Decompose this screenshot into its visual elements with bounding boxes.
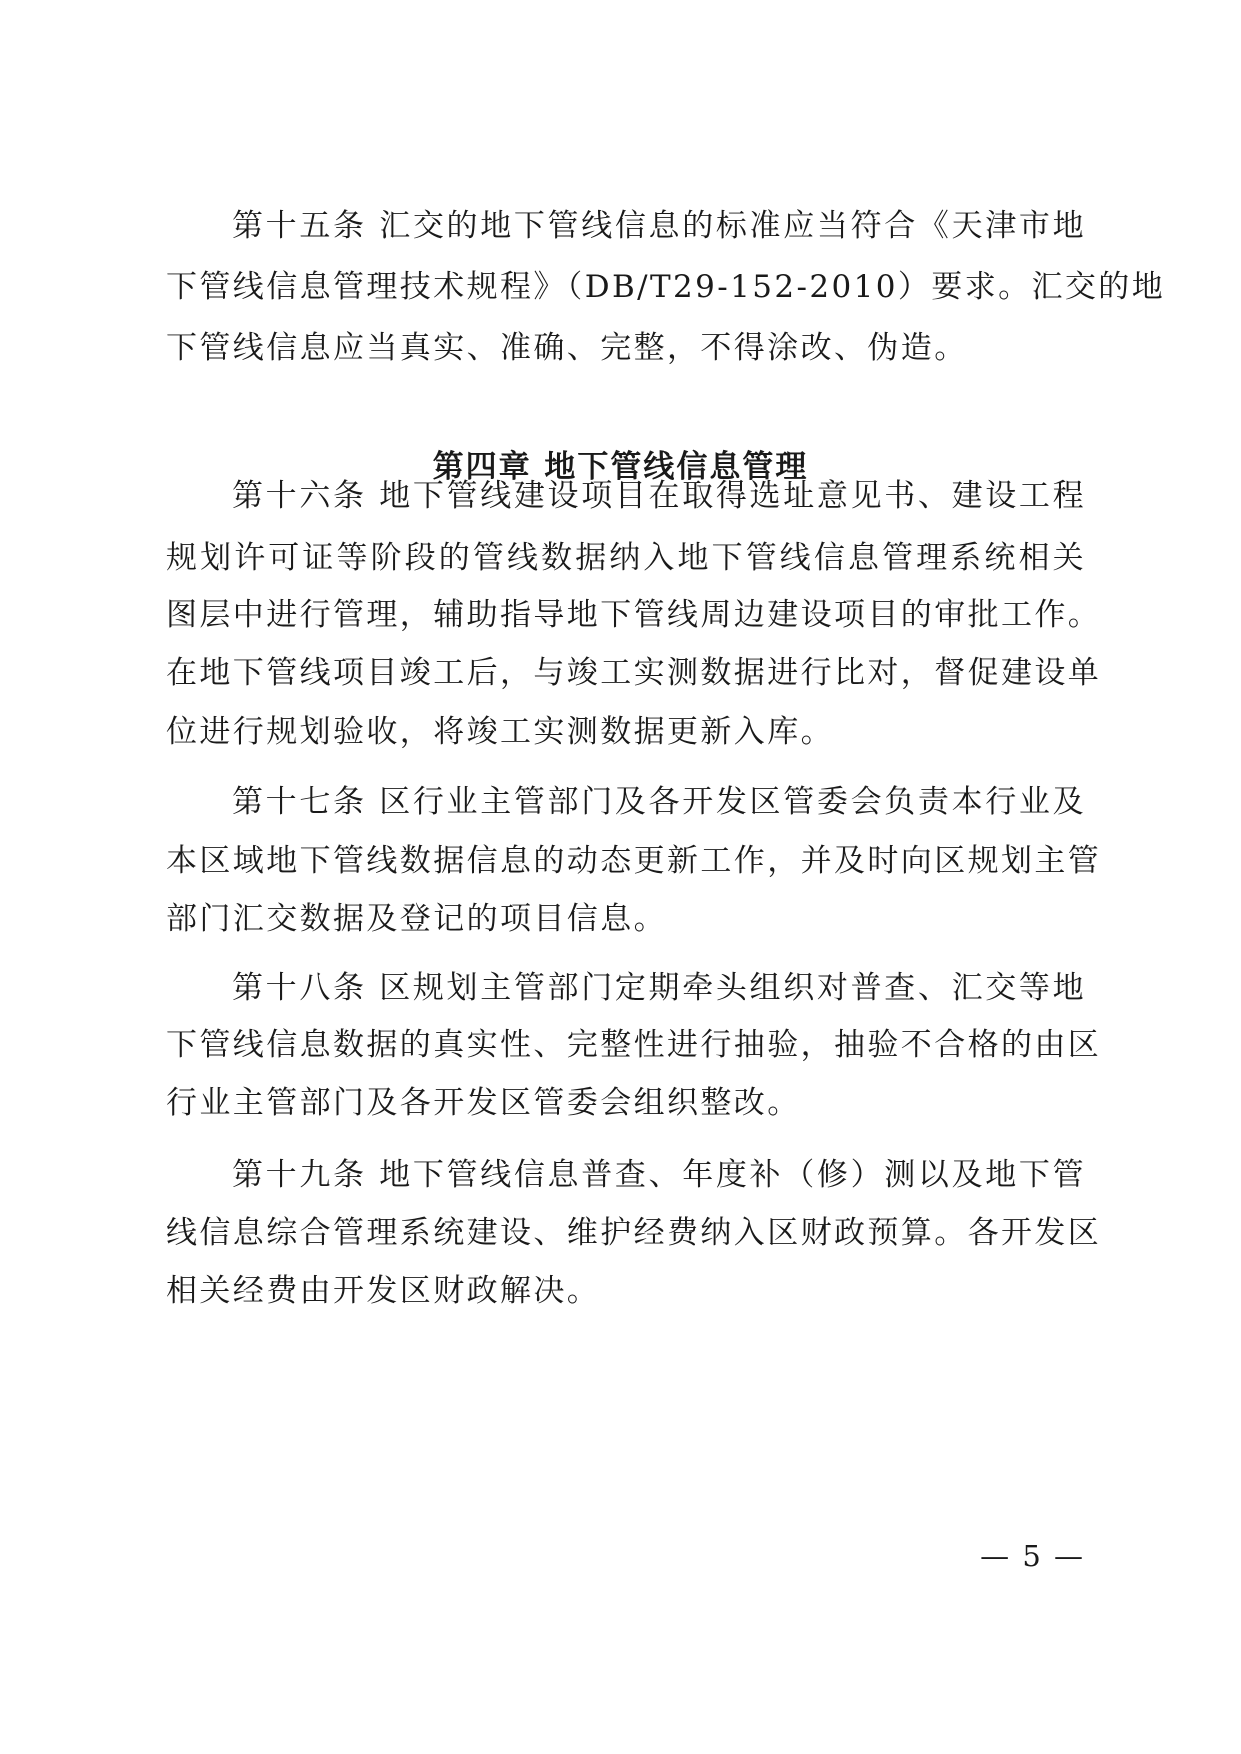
article-15-line-2: 下管线信息管理技术规程》（DB/T29-152-2010）要求。汇交的地 — [166, 269, 1166, 305]
article-16-line-1: 第十六条 地下管线建设项目在取得选址意见书、建设工程 — [232, 478, 1086, 514]
article-16-line-4: 在地下管线项目竣工后，与竣工实测数据进行比对，督促建设单 — [166, 655, 1102, 691]
chapter-heading: 第四章 地下管线信息管理 — [432, 449, 809, 485]
article-16-line-3: 图层中进行管理，辅助指导地下管线周边建设项目的审批工作。 — [166, 597, 1102, 633]
article-17-line-1: 第十七条 区行业主管部门及各开发区管委会负责本行业及 — [232, 784, 1086, 820]
article-17-line-3: 部门汇交数据及登记的项目信息。 — [166, 901, 667, 937]
article-16-line-5: 位进行规划验收，将竣工实测数据更新入库。 — [166, 714, 834, 750]
page-number: — 5 — — [980, 1539, 1085, 1573]
article-19-line-2: 线信息综合管理系统建设、维护经费纳入区财政预算。各开发区 — [166, 1215, 1102, 1251]
article-16-line-2: 规划许可证等阶段的管线数据纳入地下管线信息管理系统相关 — [166, 540, 1086, 576]
article-15-line-3: 下管线信息应当真实、准确、完整，不得涂改、伪造。 — [166, 330, 968, 366]
article-17-line-2: 本区域地下管线数据信息的动态更新工作，并及时向区规划主管 — [166, 843, 1102, 879]
article-19-line-1: 第十九条 地下管线信息普查、年度补（修）测以及地下管 — [232, 1157, 1086, 1193]
article-19-line-3: 相关经费由开发区财政解决。 — [166, 1273, 601, 1309]
article-18-line-3: 行业主管部门及各开发区管委会组织整改。 — [166, 1085, 801, 1121]
article-18-line-2: 下管线信息数据的真实性、完整性进行抽验，抽验不合格的由区 — [166, 1027, 1102, 1063]
article-18-line-1: 第十八条 区规划主管部门定期牵头组织对普查、汇交等地 — [232, 970, 1086, 1006]
article-15-line-1: 第十五条 汇交的地下管线信息的标准应当符合《天津市地 — [232, 208, 1086, 244]
